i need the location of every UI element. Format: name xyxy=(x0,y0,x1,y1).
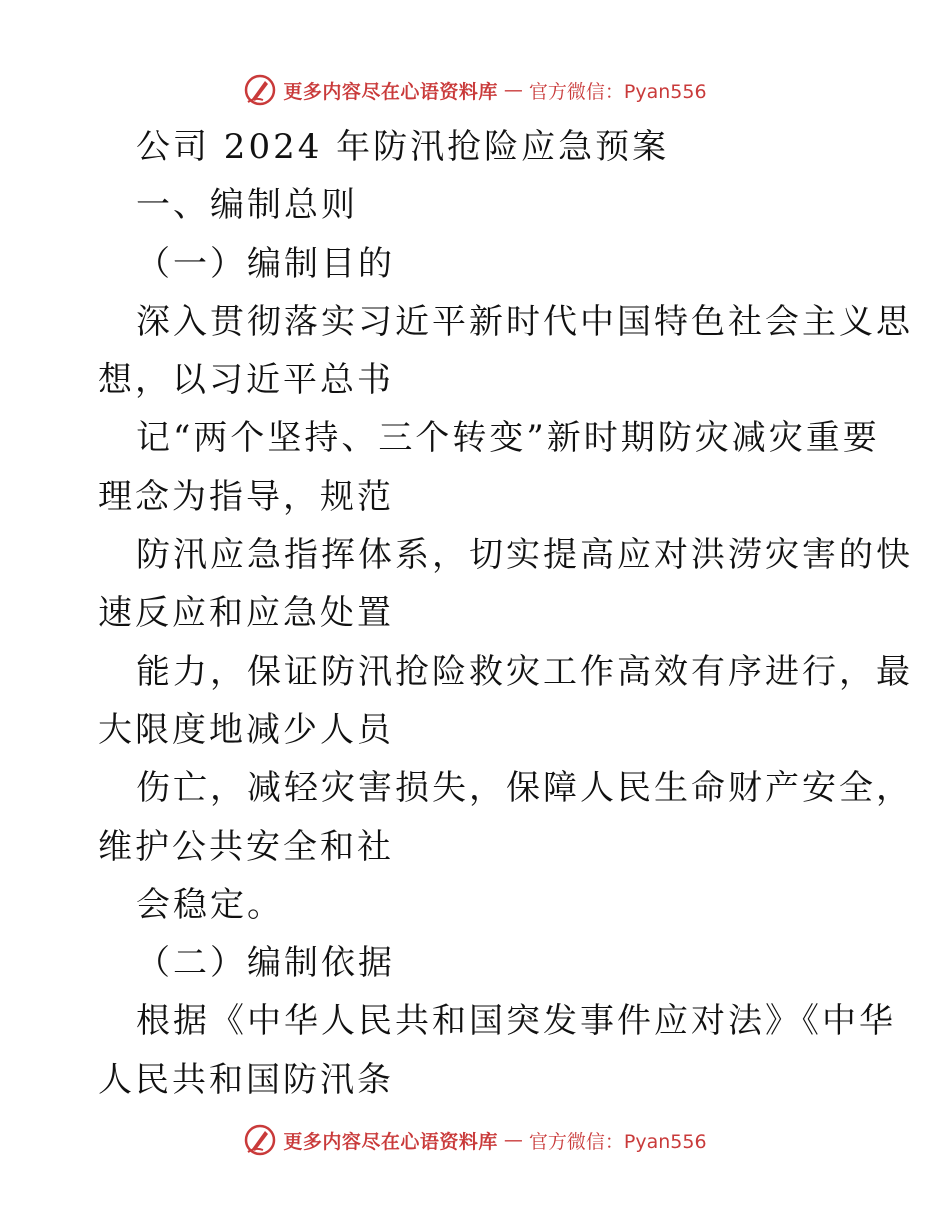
document-line: 伤亡，减轻灾害损失，保障人民生命财产安全， xyxy=(136,768,913,809)
quill-logo-icon xyxy=(243,73,277,107)
document-line: 公司 2024 年防汛抢险应急预案 xyxy=(136,127,670,167)
watermark-contact: 官方微信：Pyan556 xyxy=(528,1130,707,1153)
quill-logo-icon xyxy=(243,1123,277,1157)
header-watermark xyxy=(0,70,950,110)
document-line: 速反应和应急处置 xyxy=(98,593,394,634)
watermark-text: 更多内容尽在心语资料库 xyxy=(283,1130,498,1153)
document-line: 防汛应急指挥体系，切实提高应对洪涝灾害的快 xyxy=(136,535,913,576)
watermark-contact: 官方微信：Pyan556 xyxy=(528,80,707,103)
document-line: 维护公共安全和社 xyxy=(98,826,394,867)
document-body xyxy=(98,118,913,1109)
watermark-text: 更多内容尽在心语资料库 xyxy=(283,80,498,103)
document-line: 大限度地减少人员 xyxy=(98,709,394,750)
document-line: 理念为指导，规范 xyxy=(98,476,394,517)
document-line: 人民共和国防汛条 xyxy=(98,1059,394,1100)
document-line: （二）编制依据 xyxy=(136,943,395,984)
footer-watermark xyxy=(0,1120,950,1160)
document-line: 一、编制总则 xyxy=(136,185,358,226)
document-line: 会稳定。 xyxy=(136,884,284,925)
document-line: 根据《中华人民共和国突发事件应对法》《中华 xyxy=(136,1001,896,1042)
document-line: 记“两个坚持、三个转变”新时期防灾减灾重要 xyxy=(136,418,880,459)
watermark-separator: — xyxy=(503,79,523,101)
document-line: 能力，保证防汛抢险救灾工作高效有序进行，最 xyxy=(136,651,913,692)
document-line: 想，以习近平总书 xyxy=(98,360,394,401)
document-line: （一）编制目的 xyxy=(136,243,395,284)
document-line: 深入贯彻落实习近平新时代中国特色社会主义思 xyxy=(136,301,913,342)
watermark-separator: — xyxy=(503,1129,523,1151)
